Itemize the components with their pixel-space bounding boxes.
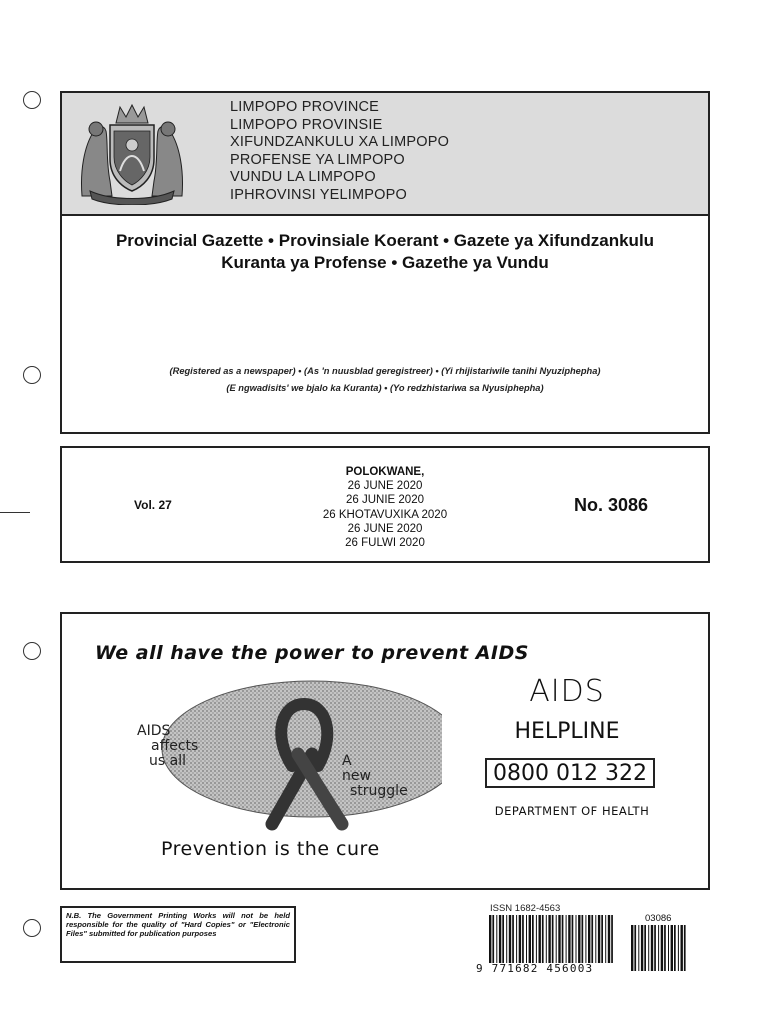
art-caption-word: us all — [149, 753, 186, 769]
art-caption-word: new — [342, 768, 371, 784]
aids-title: AIDS — [529, 674, 605, 709]
issue-barcode-icon — [630, 925, 688, 971]
aids-tagline: Prevention is the cure — [161, 838, 380, 860]
issue-date: 26 JUNE 2020 — [347, 522, 423, 535]
registration-line: (E ngwadisits' we bjalo ka Kuranta) • (Yo redzhistariwa sa Nyusiphepha) — [226, 383, 544, 393]
province-name: LIMPOPO PROVINCE — [230, 99, 380, 115]
cut-line — [0, 512, 30, 513]
registration-line: (Registered as a newspaper) • (As 'n nuusblad geregistreer) • (Yi rhijistariwile tanihi Nyuziphepha) — [169, 366, 601, 376]
issue-date: 26 KHOTAVUXIKA 2020 — [322, 508, 448, 521]
barcode-digits: 9 771682 456003 — [476, 962, 594, 975]
department-label: DEPARTMENT OF HEALTH — [494, 804, 650, 818]
masthead-box — [60, 91, 710, 434]
issn-label: ISSN 1682-4563 — [490, 903, 561, 914]
province-name: XIFUNDZANKULU XA LIMPOPO — [230, 134, 450, 150]
art-caption-word: A — [342, 753, 352, 769]
gazette-title-line: Kuranta ya Profense • Gazethe ya Vundu — [221, 253, 549, 272]
binder-hole — [23, 919, 41, 937]
art-caption-word: affects — [151, 738, 199, 754]
registration-note — [62, 363, 708, 397]
helpline-phone: 0800 012 322 — [485, 758, 655, 788]
art-caption-word: AIDS — [137, 723, 171, 739]
masthead-header — [62, 93, 708, 216]
gazette-title — [62, 230, 708, 274]
issue-box — [60, 446, 710, 563]
issue-date: 26 JUNE 2020 — [347, 480, 423, 493]
issue-date: 26 JUNIE 2020 — [346, 494, 424, 507]
binder-hole — [23, 91, 41, 109]
gazette-title-line: Provincial Gazette • Provinsiale Koerant • Gazete ya Xifundzankulu — [115, 231, 655, 250]
helpline-title: HELPLINE — [514, 719, 620, 744]
aids-slogan: We all have the power to prevent AIDS — [95, 642, 529, 664]
coat-of-arms-icon — [72, 101, 192, 205]
province-name: VUNDU LA LIMPOPO — [230, 169, 376, 185]
issue-date: 26 FULWI 2020 — [345, 537, 425, 550]
print-notice: N.B. The Government Printing Works will not be held responsible for the quality of "Hard Copies" or "Electronic Files" submitted for publication purposes — [60, 906, 296, 963]
volume-label: Vol. 27 — [134, 498, 172, 512]
binder-hole — [23, 642, 41, 660]
art-caption-word: struggle — [350, 783, 408, 799]
art-caption-right — [342, 754, 408, 799]
aids-advert — [60, 612, 710, 890]
province-name: LIMPOPO PROVINSIE — [230, 116, 383, 133]
province-name: IPHROVINSI YELIMPOPO — [230, 186, 407, 203]
binder-hole — [23, 366, 41, 384]
issue-code: 03086 — [645, 913, 672, 924]
art-caption-left — [137, 724, 198, 769]
province-name: PROFENSE YA LIMPOPO — [230, 151, 405, 168]
issue-number: No. 3086 — [574, 495, 649, 515]
province-names — [230, 99, 449, 204]
issue-city: POLOKWANE, — [345, 466, 425, 478]
